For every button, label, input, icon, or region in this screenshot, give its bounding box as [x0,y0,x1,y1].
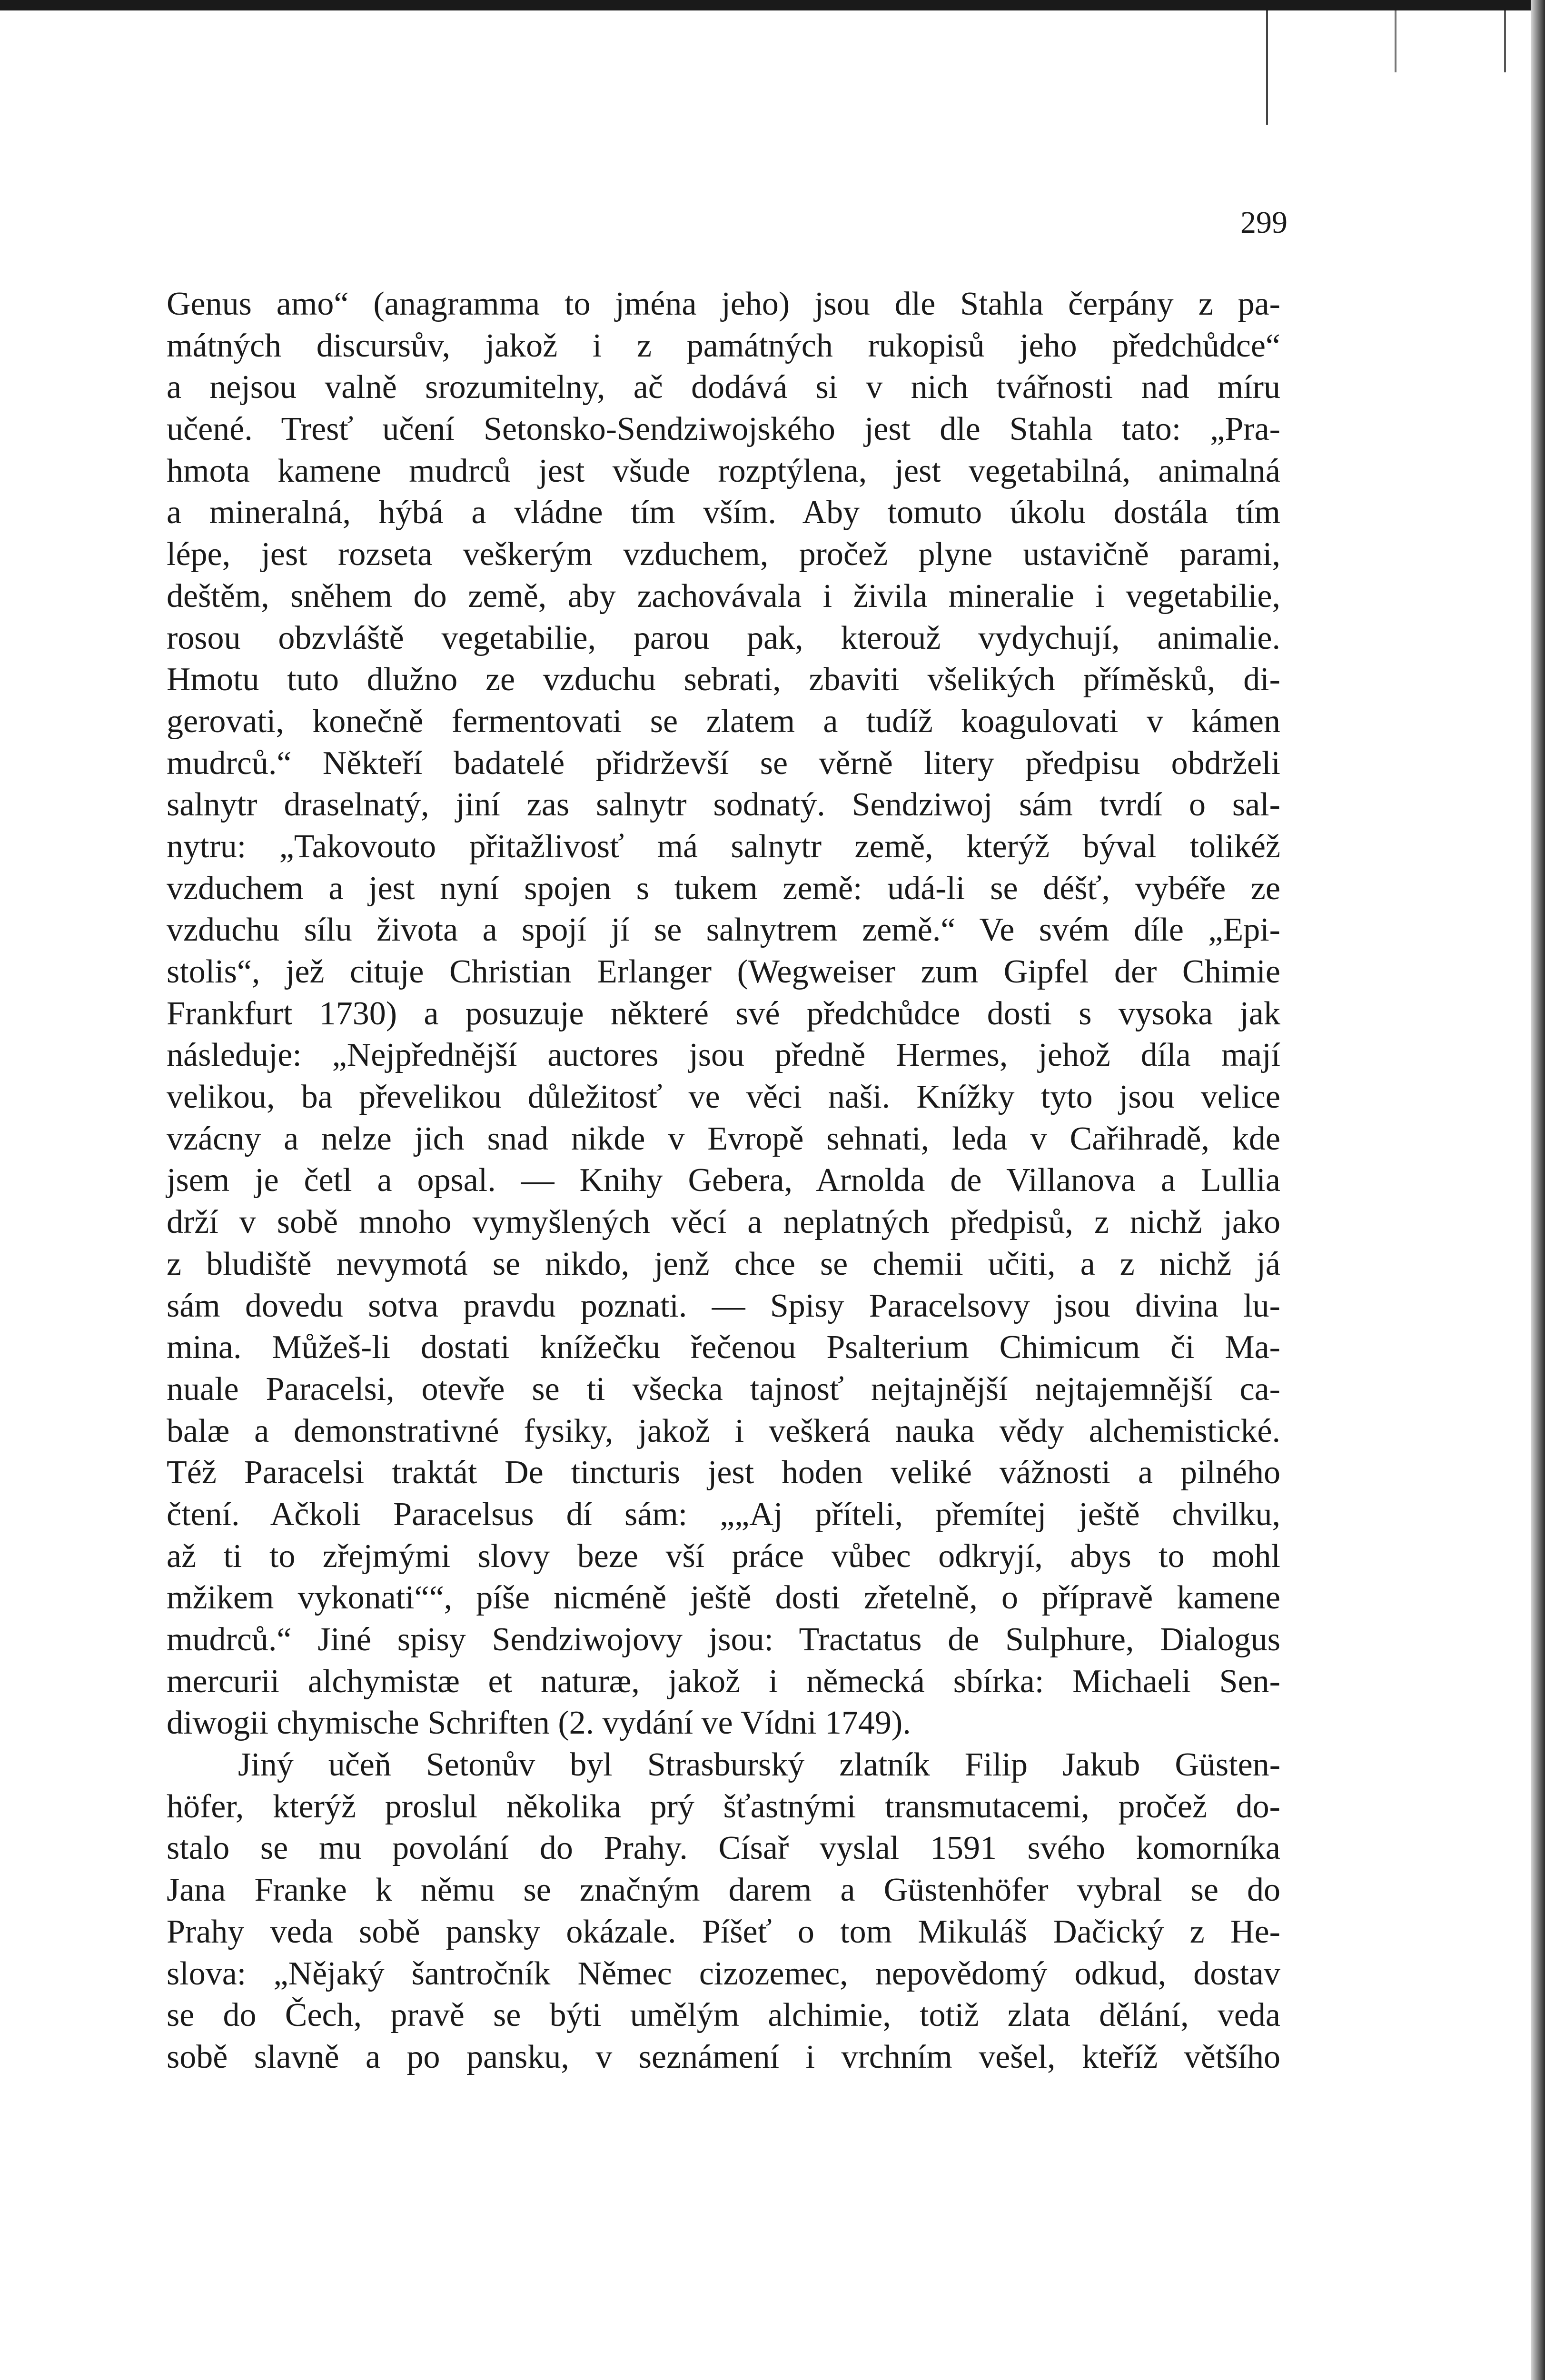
text-line: Frankfurt 1730) a posuzuje některé své předchůdce dosti s vysoka jak [167,995,1280,1032]
text-line: mina. Můžeš-li dostati knížečku řečenou Psalterium Chimicum či Ma- [167,1329,1280,1366]
scan-top-edge [0,0,1545,10]
text-line: Prahy veda sobě pansky okázale. Píšeť o tom Mikuláš Dačický z He- [167,1913,1280,1950]
text-line: až ti to zřejmými slovy beze vší práce vůbec odkryjí, abys to mohl [167,1537,1280,1575]
text-line: mercurii alchymistæ et naturæ, jakož i německá sbírka: Michaeli Sen- [167,1663,1280,1700]
text-line: slova: „Nějaký šantročník Němec cizozemec, nepovědomý odkud, dostav [167,1955,1280,1992]
text-line: sobě slavně a po pansku, v seznámení i vrchním vešel, kteříž většího [167,2038,1280,2075]
text-line: rosou obzvláště vegetabilie, parou pak, kterouž vydychují, animalie. [167,619,1280,656]
text-line: z bludiště nevymotá se nikdo, jenž chce se chemii učiti, a z nichž já [167,1245,1280,1282]
body-text [167,283,1280,2078]
text-line: následuje: „Nejpřednější auctores jsou předně Hermes, jehož díla mají [167,1037,1280,1074]
text-line: hmota kamene mudrců jest všude rozptýlena, jest vegetabilná, animalná [167,452,1280,489]
text-line: stolis“, jež cituje Christian Erlanger (Wegweiser zum Gipfel der Chimie [167,953,1280,990]
text-line: velikou, ba převelikou důležitosť ve věci naši. Knížky tyto jsou velice [167,1079,1280,1116]
text-line: Jana Franke k němu se značným darem a Güstenhöfer vybral se do [167,1872,1280,1909]
scan-artifact-line [1504,10,1506,72]
text-line: jsem je četl a opsal. — Knihy Gebera, Arnolda de Villanova a Lullia [167,1162,1280,1199]
text-line: vzduchem a jest nyní spojen s tukem země: udá-li se déšť, vybéře ze [167,870,1280,907]
text-line: diwogii chymische Schriften (2. vydání ve Vídni 1749). [167,1705,911,1742]
text-line: deštěm, sněhem do země, aby zachovávala i živila mineralie i vegetabilie, [167,577,1280,615]
text-line: nuale Paracelsi, otevře se ti všecka tajnosť nejtajnější nejtajemnější ca- [167,1370,1280,1408]
text-line: se do Čech, pravě se býti umělým alchimie, totiž zlata dělání, veda [167,1997,1280,2034]
text-line: mudrců.“ Jiné spisy Sendziwojovy jsou: Tractatus de Sulphure, Dialogus [167,1621,1280,1658]
text-line: stalo se mu povolání do Prahy. Císař vyslal 1591 svého komorníka [167,1830,1280,1867]
text-line: a mineralná, hýbá a vládne tím vším. Aby tomuto úkolu dostála tím [167,494,1280,531]
text-line: Jiný učeň Setonův byl Strasburský zlatník Filip Jakub Güsten- [238,1746,1280,1784]
text-line: Hmotu tuto dlužno ze vzduchu sebrati, zbaviti všelikých příměsků, di- [167,661,1280,698]
scan-right-edge [1531,0,1545,2380]
text-line: vzduchu sílu života a spojí jí se salnytrem země.“ Ve svém díle „Epi- [167,912,1280,949]
text-line: lépe, jest rozseta veškerým vzduchem, pročež plyne ustavičně parami, [167,536,1280,573]
text-line: a nejsou valně srozumitelny, ač dodává si v nich tvářnosti nad míru [167,369,1280,406]
text-line: Též Paracelsi traktát De tincturis jest hoden veliké vážnosti a pilného [167,1454,1280,1491]
text-line: čtení. Ačkoli Paracelsus dí sám: „„Aj příteli, přemítej ještě chvilku, [167,1496,1280,1533]
text-line: mátných discursův, jakož i z památných rukopisů jeho předchůdce“ [167,327,1280,364]
text-line: mudrců.“ Někteří badatelé přidrževší se věrně litery předpisu obdrželi [167,744,1280,782]
text-line: Genus amo“ (anagramma to jména jeho) jsou dle Stahla čerpány z pa- [167,286,1280,322]
scan-artifact-line [1395,10,1396,72]
text-line: mžikem vykonati““, píše nicméně ještě dosti zřetelně, o přípravě kamene [167,1579,1280,1616]
text-line: sám dovedu sotva pravdu poznati. — Spisy Paracelsovy jsou divina lu- [167,1287,1280,1324]
scan-artifact-line [1266,10,1268,125]
text-line: balæ a demonstrativné fysiky, jakož i veškerá nauka vědy alchemistické. [167,1412,1280,1449]
text-line: gerovati, konečně fermentovati se zlatem a tudíž koagulovati v kámen [167,703,1280,740]
page-number: 299 [1240,205,1288,240]
text-line: salnytr draselnatý, jiní zas salnytr sodnatý. Sendziwoj sám tvrdí o sal- [167,786,1280,823]
text-line: drží v sobě mnoho vymyšlených věcí a neplatných předpisů, z nichž jako [167,1204,1280,1241]
text-line: vzácny a nelze jich snad nikde v Evropě sehnati, leda v Cařihradě, kde [167,1120,1280,1157]
text-line: höfer, kterýž proslul několika prý šťastnými transmutacemi, pročež do- [167,1788,1280,1825]
text-line: nytru: „Takovouto přitažlivosť má salnytr země, kterýž býval tolikéž [167,828,1280,865]
text-line: učené. Tresť učení Setonsko-Sendziwojského jest dle Stahla tato: „Pra- [167,411,1280,448]
